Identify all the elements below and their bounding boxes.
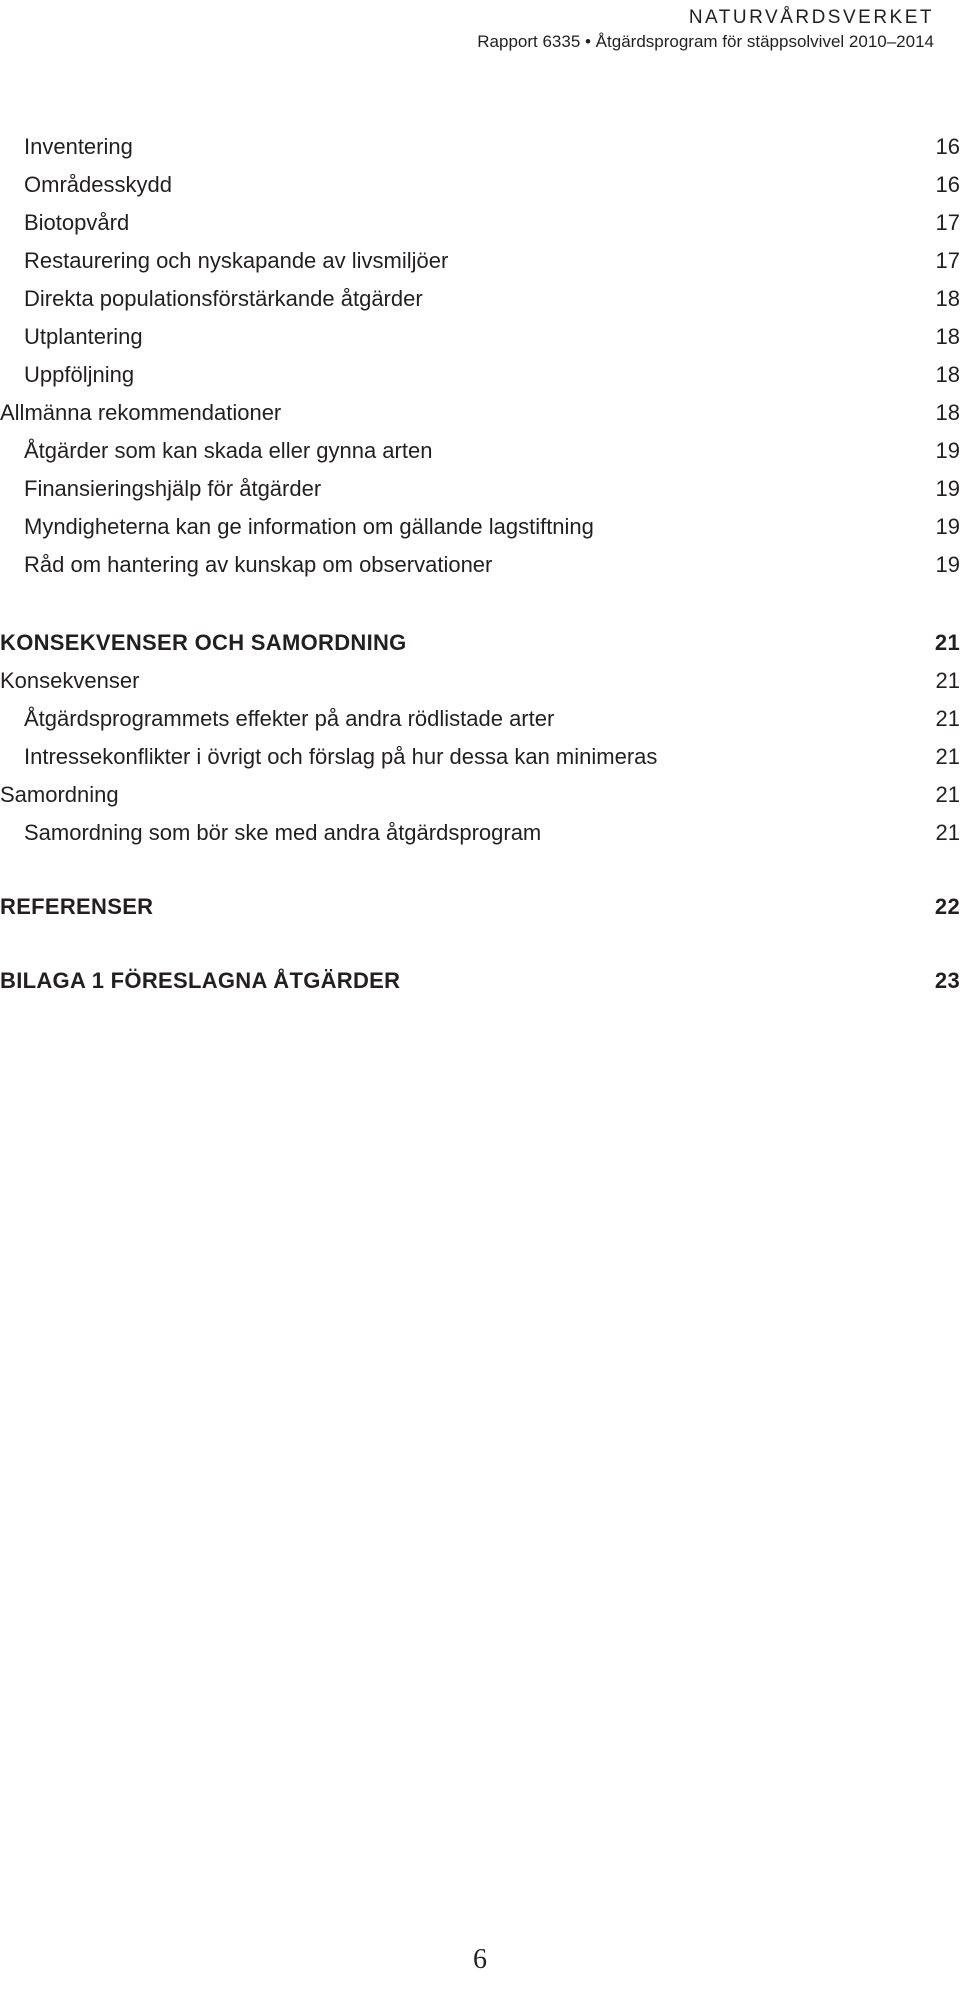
toc-entry-page: 18 (935, 362, 960, 387)
toc-entry-page: 21 (935, 744, 960, 769)
toc-entry-title: Finansieringshjälp för åtgärder (24, 476, 322, 501)
toc-entry[interactable] (0, 432, 960, 470)
toc-entry[interactable] (0, 624, 960, 662)
toc-entry-title: Allmänna rekommendationer (0, 400, 282, 425)
toc-entry[interactable] (0, 318, 960, 356)
toc-entry-title: Inventering (24, 134, 133, 159)
toc-entry-page: 19 (935, 476, 960, 501)
toc-group-3 (0, 888, 960, 926)
toc-entry-title: KONSEKVENSER OCH SAMORDNING (0, 630, 407, 655)
table-of-contents (0, 128, 960, 1000)
toc-entry[interactable] (0, 662, 960, 700)
toc-entry-title: Direkta populationsförstärkande åtgärder (24, 286, 423, 311)
page-number: 6 (473, 1944, 487, 1975)
toc-entry-page: 19 (935, 552, 960, 577)
toc-entry-page: 17 (935, 210, 960, 235)
toc-entry-title: Samordning (0, 782, 119, 807)
toc-entry[interactable] (0, 776, 960, 814)
toc-entry[interactable] (0, 166, 960, 204)
header-org: NATURVÅRDSVERKET (688, 7, 934, 28)
toc-entry[interactable] (0, 814, 960, 852)
toc-entry[interactable] (0, 356, 960, 394)
toc-entry-page: 18 (935, 286, 960, 311)
toc-entry-title: Utplantering (24, 324, 143, 349)
toc-entry-title: Råd om hantering av kunskap om observationer (24, 552, 493, 577)
toc-entry-page: 19 (935, 438, 960, 463)
toc-entry-page: 18 (935, 400, 960, 425)
toc-spacer (0, 852, 960, 888)
toc-group-4 (0, 962, 960, 1000)
toc-entry-title: Biotopvård (24, 210, 130, 235)
toc-spacer (0, 584, 960, 624)
toc-entry-title: Samordning som bör ske med andra åtgärdsprogram (24, 820, 542, 845)
toc-entry[interactable] (0, 394, 960, 432)
toc-entry[interactable] (0, 962, 960, 1000)
toc-entry-title: Åtgärder som kan skada eller gynna arten (24, 438, 433, 463)
toc-entry-title: Konsekvenser (0, 668, 140, 693)
toc-entry-title: Uppföljning (24, 362, 135, 387)
toc-entry-title: Myndigheterna kan ge information om gällande lagstiftning (24, 514, 594, 539)
toc-entry[interactable] (0, 700, 960, 738)
toc-entry[interactable] (0, 242, 960, 280)
toc-entry-page: 16 (935, 134, 960, 159)
toc-entry-page: 22 (934, 894, 960, 919)
toc-group-1 (0, 128, 960, 584)
toc-entry[interactable] (0, 470, 960, 508)
toc-spacer (0, 926, 960, 962)
toc-entry-title: Områdesskydd (24, 172, 172, 197)
toc-entry[interactable] (0, 508, 960, 546)
toc-entry-page: 23 (934, 968, 960, 993)
toc-entry-page: 21 (935, 782, 960, 807)
toc-entry[interactable] (0, 280, 960, 318)
toc-entry[interactable] (0, 738, 960, 776)
toc-entry-title: Restaurering och nyskapande av livsmiljöer (24, 248, 449, 273)
toc-entry-title: REFERENSER (0, 894, 154, 919)
toc-group-2 (0, 624, 960, 852)
toc-entry[interactable] (0, 204, 960, 242)
toc-entry-page: 16 (935, 172, 960, 197)
header-report-title: Rapport 6335 • Åtgärdsprogram för stäppsolvivel 2010–2014 (477, 32, 934, 51)
toc-entry[interactable] (0, 888, 960, 926)
toc-entry-title: Intressekonflikter i övrigt och förslag på hur dessa kan minimeras (24, 744, 658, 769)
toc-entry-page: 21 (934, 630, 960, 655)
toc-entry[interactable] (0, 546, 960, 584)
toc-entry-title: BILAGA 1 FÖRESLAGNA ÅTGÄRDER (0, 968, 401, 993)
toc-entry-page: 19 (935, 514, 960, 539)
toc-entry-page: 21 (935, 706, 960, 731)
toc-entry-page: 18 (935, 324, 960, 349)
toc-entry-title: Åtgärdsprogrammets effekter på andra rödlistade arter (24, 706, 555, 731)
toc-entry-page: 21 (935, 820, 960, 845)
toc-entry-page: 17 (935, 248, 960, 273)
toc-entry[interactable] (0, 128, 960, 166)
running-header (477, 6, 934, 54)
toc-entry-page: 21 (935, 668, 960, 693)
